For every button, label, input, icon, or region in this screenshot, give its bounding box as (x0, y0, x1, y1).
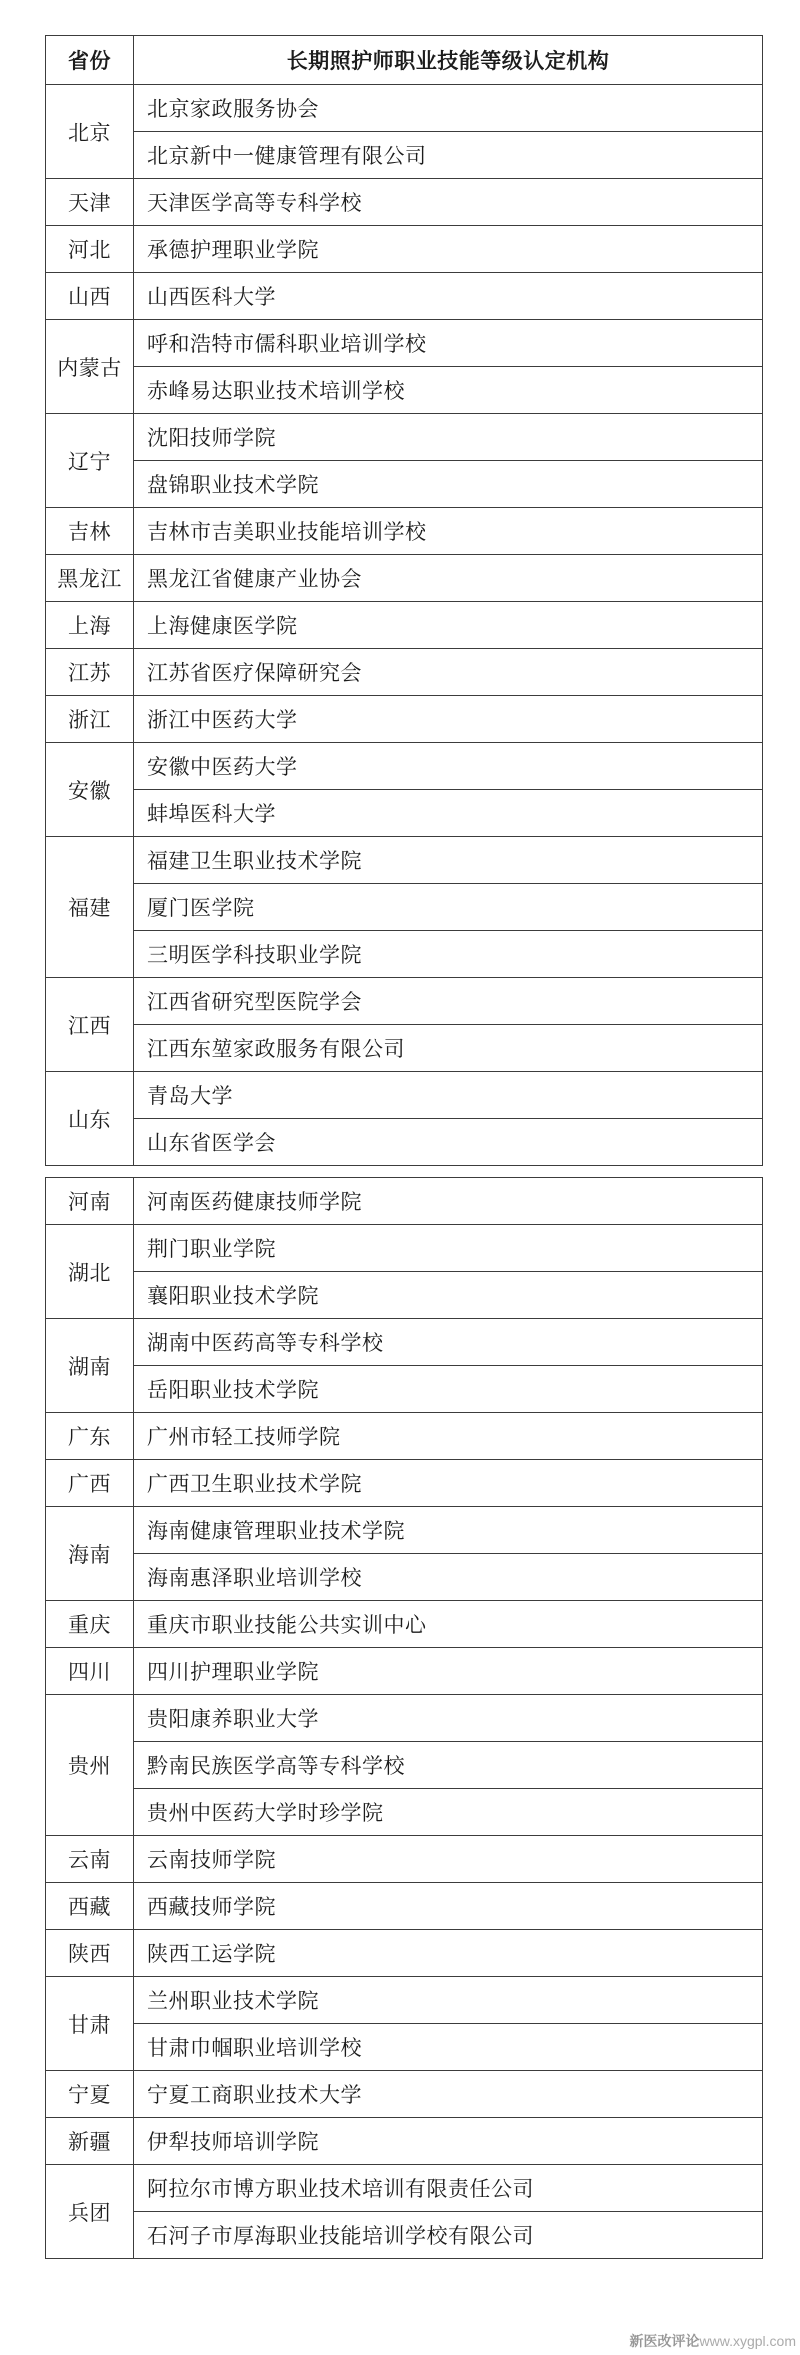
province-cell: 湖南 (46, 1319, 134, 1413)
table-row (46, 743, 763, 790)
province-cell: 河北 (46, 226, 134, 273)
table-row (46, 226, 763, 273)
institution-cell: 北京新中一健康管理有限公司 (134, 132, 763, 179)
header-province: 省份 (46, 36, 134, 85)
table-row (46, 555, 763, 602)
table-row (46, 1319, 763, 1366)
institution-cell: 赤峰易达职业技术培训学校 (134, 367, 763, 414)
province-cell: 海南 (46, 1507, 134, 1601)
institution-cell: 青岛大学 (134, 1072, 763, 1119)
table-row (46, 179, 763, 226)
institution-cell: 黑龙江省健康产业协会 (134, 555, 763, 602)
institution-cell: 荆门职业学院 (134, 1225, 763, 1272)
table-row (46, 2071, 763, 2118)
institution-cell: 云南技师学院 (134, 1836, 763, 1883)
institution-cell: 海南健康管理职业技术学院 (134, 1507, 763, 1554)
cert-table-section-2 (45, 1177, 763, 2259)
table-row (46, 602, 763, 649)
table-row (46, 884, 763, 931)
table-body-section-1 (46, 85, 763, 1166)
table-row (46, 696, 763, 743)
institution-cell: 承德护理职业学院 (134, 226, 763, 273)
institution-cell: 盘锦职业技术学院 (134, 461, 763, 508)
institution-cell: 江西东堃家政服务有限公司 (134, 1025, 763, 1072)
institution-cell: 江苏省医疗保障研究会 (134, 649, 763, 696)
table-row (46, 649, 763, 696)
institution-cell: 蚌埠医科大学 (134, 790, 763, 837)
province-cell: 贵州 (46, 1695, 134, 1836)
table-row (46, 1178, 763, 1225)
table-row (46, 1977, 763, 2024)
institution-cell: 黔南民族医学高等专科学校 (134, 1742, 763, 1789)
table-row (46, 1930, 763, 1977)
table-row (46, 1119, 763, 1166)
watermark-url: www.xygpl.com (699, 2333, 796, 2349)
institution-cell: 北京家政服务协会 (134, 85, 763, 132)
table-row (46, 508, 763, 555)
table-row (46, 1272, 763, 1319)
table-row (46, 273, 763, 320)
institution-cell: 重庆市职业技能公共实训中心 (134, 1601, 763, 1648)
province-cell: 江苏 (46, 649, 134, 696)
institution-cell: 伊犁技师培训学院 (134, 2118, 763, 2165)
table-row (46, 1366, 763, 1413)
province-cell: 宁夏 (46, 2071, 134, 2118)
province-cell: 广西 (46, 1460, 134, 1507)
province-cell: 甘肃 (46, 1977, 134, 2071)
table-row (46, 85, 763, 132)
table-row (46, 320, 763, 367)
province-cell: 山东 (46, 1072, 134, 1166)
institution-cell: 三明医学科技职业学院 (134, 931, 763, 978)
institution-cell: 西藏技师学院 (134, 1883, 763, 1930)
table-row (46, 1883, 763, 1930)
province-cell: 福建 (46, 837, 134, 978)
table-row (46, 1695, 763, 1742)
table-row (46, 1789, 763, 1836)
table-row (46, 1601, 763, 1648)
institution-cell: 天津医学高等专科学校 (134, 179, 763, 226)
institution-cell: 阿拉尔市博方职业技术培训有限责任公司 (134, 2165, 763, 2212)
province-cell: 新疆 (46, 2118, 134, 2165)
table-row (46, 837, 763, 884)
institution-cell: 广州市轻工技师学院 (134, 1413, 763, 1460)
table-row (46, 1460, 763, 1507)
institution-cell: 湖南中医药高等专科学校 (134, 1319, 763, 1366)
table-body-section-2 (46, 1178, 763, 2259)
table-row (46, 1413, 763, 1460)
province-cell: 江西 (46, 978, 134, 1072)
province-cell: 上海 (46, 602, 134, 649)
table-row (46, 2024, 763, 2071)
institution-cell: 浙江中医药大学 (134, 696, 763, 743)
table-row (46, 931, 763, 978)
institution-cell: 上海健康医学院 (134, 602, 763, 649)
province-cell: 广东 (46, 1413, 134, 1460)
table-row (46, 1072, 763, 1119)
province-cell: 湖北 (46, 1225, 134, 1319)
table-row (46, 1225, 763, 1272)
institution-cell: 四川护理职业学院 (134, 1648, 763, 1695)
table-row (46, 2212, 763, 2259)
table-row (46, 1554, 763, 1601)
institution-cell: 广西卫生职业技术学院 (134, 1460, 763, 1507)
province-cell: 浙江 (46, 696, 134, 743)
institution-cell: 吉林市吉美职业技能培训学校 (134, 508, 763, 555)
institution-cell: 福建卫生职业技术学院 (134, 837, 763, 884)
table-row (46, 414, 763, 461)
province-cell: 重庆 (46, 1601, 134, 1648)
institution-cell: 贵阳康养职业大学 (134, 1695, 763, 1742)
header-institution: 长期照护师职业技能等级认定机构 (134, 36, 763, 85)
table-row (46, 1507, 763, 1554)
table-header-row (46, 36, 763, 85)
table-row (46, 1836, 763, 1883)
table-row (46, 367, 763, 414)
watermark-site-name: 新医改评论 (629, 2333, 700, 2349)
province-cell: 云南 (46, 1836, 134, 1883)
table-row (46, 1025, 763, 1072)
institution-cell: 宁夏工商职业技术大学 (134, 2071, 763, 2118)
institution-cell: 河南医药健康技师学院 (134, 1178, 763, 1225)
table-row (46, 790, 763, 837)
institution-cell: 襄阳职业技术学院 (134, 1272, 763, 1319)
province-cell: 黑龙江 (46, 555, 134, 602)
watermark (630, 2332, 796, 2350)
institution-cell: 安徽中医药大学 (134, 743, 763, 790)
table-row (46, 1742, 763, 1789)
table-row (46, 2165, 763, 2212)
institution-cell: 山西医科大学 (134, 273, 763, 320)
province-cell: 辽宁 (46, 414, 134, 508)
institution-cell: 山东省医学会 (134, 1119, 763, 1166)
institution-cell: 岳阳职业技术学院 (134, 1366, 763, 1413)
institution-cell: 呼和浩特市儒科职业培训学校 (134, 320, 763, 367)
province-cell: 西藏 (46, 1883, 134, 1930)
table-row (46, 1648, 763, 1695)
institution-cell: 海南惠泽职业培训学校 (134, 1554, 763, 1601)
table-row (46, 132, 763, 179)
institution-cell: 甘肃巾帼职业培训学校 (134, 2024, 763, 2071)
institution-cell: 厦门医学院 (134, 884, 763, 931)
institution-cell: 贵州中医药大学时珍学院 (134, 1789, 763, 1836)
province-cell: 兵团 (46, 2165, 134, 2259)
institution-cell: 陕西工运学院 (134, 1930, 763, 1977)
province-cell: 河南 (46, 1178, 134, 1225)
institution-cell: 兰州职业技术学院 (134, 1977, 763, 2024)
table-row (46, 461, 763, 508)
institution-cell: 沈阳技师学院 (134, 414, 763, 461)
province-cell: 北京 (46, 85, 134, 179)
province-cell: 四川 (46, 1648, 134, 1695)
province-cell: 陕西 (46, 1930, 134, 1977)
province-cell: 山西 (46, 273, 134, 320)
cert-table-section-1 (45, 35, 763, 1166)
province-cell: 吉林 (46, 508, 134, 555)
province-cell: 内蒙古 (46, 320, 134, 414)
province-cell: 天津 (46, 179, 134, 226)
table-row (46, 2118, 763, 2165)
province-cell: 安徽 (46, 743, 134, 837)
institution-cell: 石河子市厚海职业技能培训学校有限公司 (134, 2212, 763, 2259)
table-row (46, 978, 763, 1025)
institution-cell: 江西省研究型医院学会 (134, 978, 763, 1025)
